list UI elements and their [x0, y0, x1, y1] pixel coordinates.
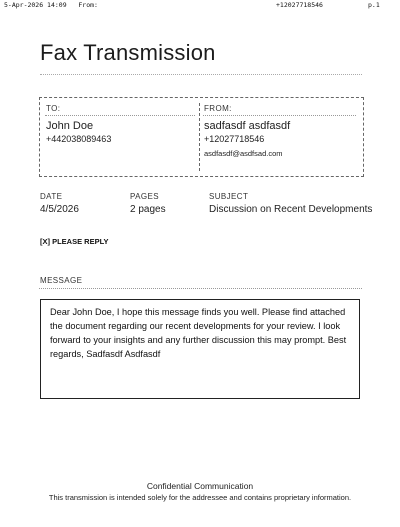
sender-phone: +12027718546 — [204, 134, 265, 144]
subject-label: SUBJECT — [209, 192, 249, 201]
fax-from-label: From: — [78, 1, 98, 9]
please-reply-flag: [X] PLEASE REPLY — [40, 237, 109, 246]
date-value: 4/5/2026 — [40, 204, 79, 215]
to-divider — [45, 115, 195, 116]
to-label: TO: — [46, 104, 61, 113]
fax-page-number: p.1 — [368, 1, 380, 9]
footer-disclaimer: This transmission is intended solely for the addressee and contains proprietary information. — [48, 493, 352, 502]
message-divider — [39, 288, 362, 289]
pages-label: PAGES — [130, 192, 159, 201]
date-label: DATE — [40, 192, 63, 201]
title-divider — [40, 74, 362, 75]
sender-email: asdfasdf@asdfsad.com — [204, 149, 283, 158]
from-divider — [203, 115, 356, 116]
page-title: Fax Transmission — [40, 40, 216, 65]
sender-name: sadfasdf asdfasdf — [204, 120, 291, 132]
recipient-name: John Doe — [46, 120, 94, 132]
message-label: MESSAGE — [40, 276, 83, 285]
confidential-notice: Confidential Communication — [146, 481, 254, 491]
from-label: FROM: — [204, 104, 232, 113]
fax-header-line — [0, 0, 400, 10]
message-body: Dear John Doe, I hope this message finds you well. Please find attached the document regarding our recent developments for your review. I look forward to your insights and any further discussion this may prompt. Best regards, Sadfasdf Asdfasdf — [50, 307, 347, 359]
fax-datetime: 5-Apr-2026 14:09 From: — [4, 1, 98, 9]
subject-value: Discussion on Recent Developments — [209, 204, 373, 215]
recipient-phone: +442038089463 — [46, 134, 112, 144]
pages-value: 2 pages — [130, 204, 166, 215]
address-box-divider — [199, 103, 200, 171]
fax-sender-number: +12027718546 — [276, 1, 323, 9]
